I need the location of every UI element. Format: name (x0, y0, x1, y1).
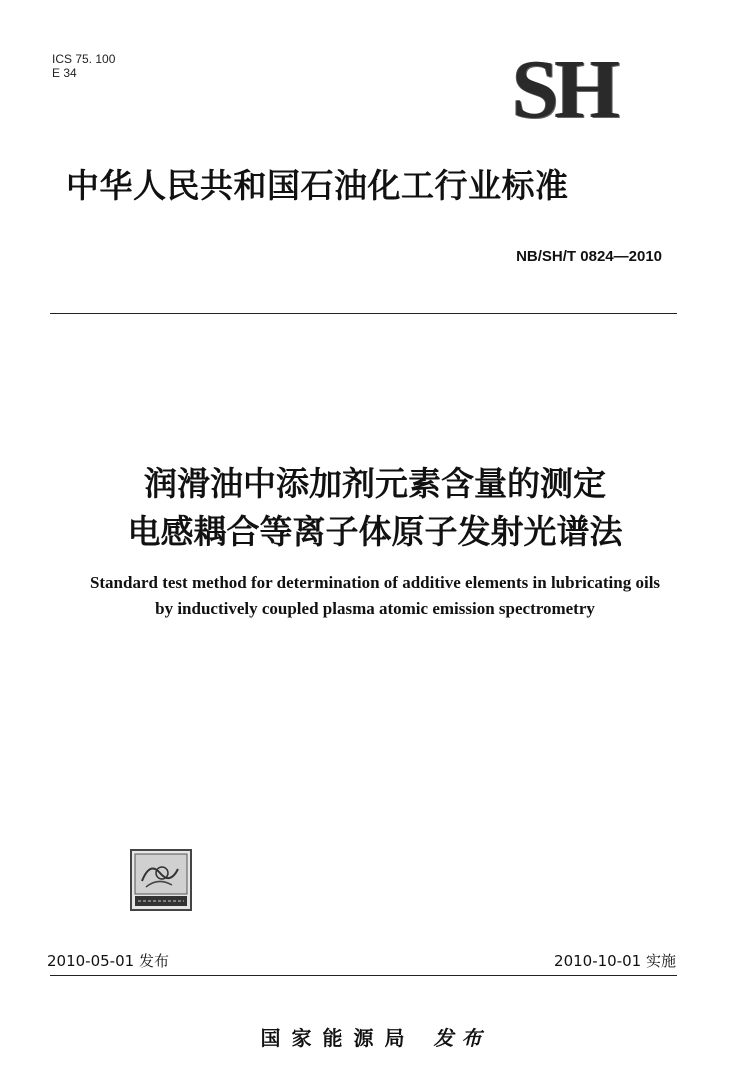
classification-codes (52, 52, 115, 80)
implement-date: 2010-10-01 实施 (554, 952, 676, 970)
english-title (0, 570, 750, 622)
english-title-line2: by inductively coupled plasma atomic emission spectrometry (155, 599, 595, 618)
standard-number: NB/SH/T 0824—2010 (516, 248, 662, 265)
chinese-title (0, 460, 750, 556)
standard-body-title: 中华人民共和国石油化工行业标准 (66, 166, 569, 205)
chinese-title-line1: 润滑油中添加剂元素含量的测定 (144, 464, 606, 503)
ccs-code: E 34 (52, 66, 77, 80)
anti-counterfeit-seal-icon (130, 849, 192, 911)
top-divider (50, 313, 677, 314)
sh-logo-text: SH (512, 43, 617, 136)
issue-verb: 发布 (433, 1026, 490, 1050)
publish-date: 2010-05-01 发布 (47, 952, 169, 970)
issuer-name: 国家能源局 (260, 1026, 416, 1050)
ics-code: ICS 75. 100 (52, 52, 116, 66)
chinese-title-line2: 电感耦合等离子体原子发射光谱法 (127, 512, 623, 551)
seal-pattern-icon (132, 851, 190, 909)
english-title-line1: Standard test method for determination of additive elements in lubricating oils (89, 573, 661, 592)
sh-logo (512, 43, 642, 136)
bottom-divider (50, 975, 677, 976)
issuer-line (0, 1022, 750, 1051)
